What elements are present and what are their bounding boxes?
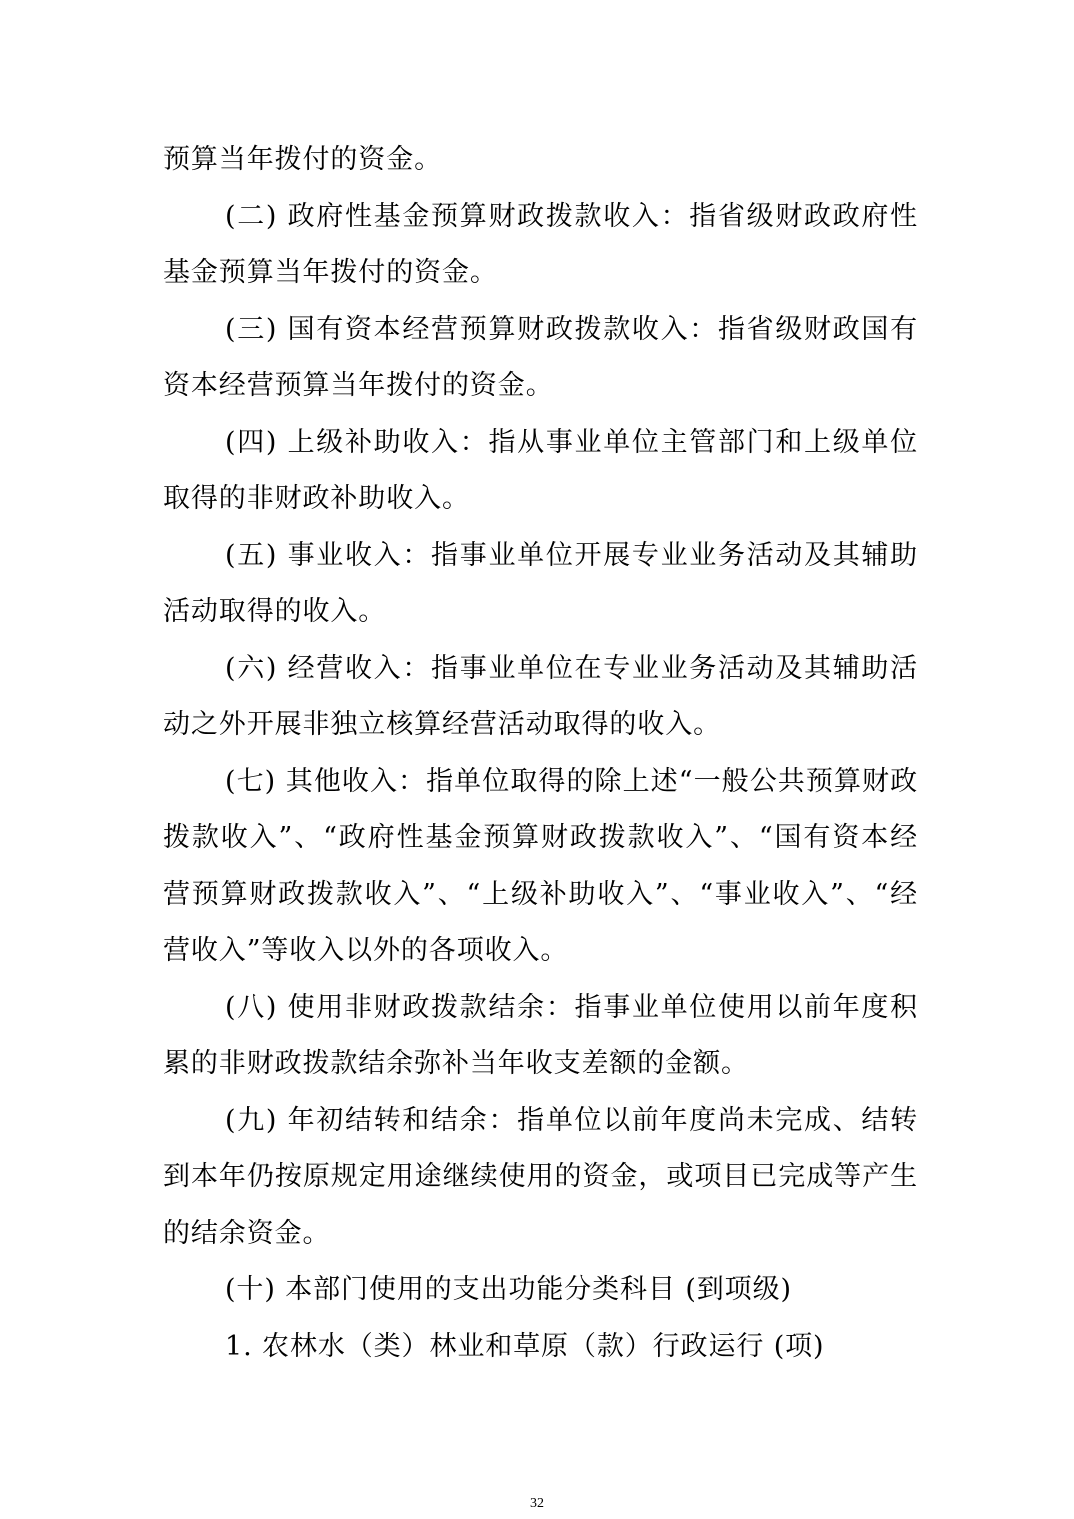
paragraph-superior-subsidy: (四) 上级补助收入：指从事业单位主管部门和上级单位取得的非财政补助收入。: [163, 426, 918, 514]
paragraph-state-capital-budget: (三) 国有资本经营预算财政拨款收入：指省级财政国有资本经营预算当年拨付的资金。: [163, 313, 918, 401]
paragraph-operating-income: (六) 经营收入：指事业单位在专业业务活动及其辅助活动之外开展非独立核算经营活动取得的收入。: [163, 652, 918, 740]
paragraph-business-income: (五) 事业收入：指事业单位开展专业业务活动及其辅助活动取得的收入。: [163, 539, 918, 627]
paragraph-non-fiscal-surplus: (八) 使用非财政拨款结余：指事业单位使用以前年度积累的非财政拨款结余弥补当年收支差额的金额。: [163, 991, 918, 1079]
paragraph-carryover-surplus: (九) 年初结转和结余：指单位以前年度尚未完成、结转到本年仍按原规定用途继续使用的资金，或项目已完成等产生的结余资金。: [163, 1104, 918, 1249]
paragraph-government-fund-budget: (二) 政府性基金预算财政拨款收入：指省级财政政府性基金预算当年拨付的资金。: [163, 200, 918, 288]
page-number: 32: [530, 1496, 544, 1511]
paragraph-expenditure-subjects: (十) 本部门使用的支出功能分类科目 (到项级): [225, 1274, 792, 1305]
paragraph-other-income: (七) 其他收入：指单位取得的除上述“一般公共预算财政拨款收入”、“政府性基金预算财政拨款收入”、“国有资本经营预算财政拨款收入”、“上级补助收入”、“事业收入”、“经营收入”等收入以外的各项收入。: [163, 765, 918, 966]
paragraph-item-1: 1. 农林水（类）林业和草原（款）行政运行 (项): [225, 1330, 825, 1362]
body-text: [163, 132, 918, 1375]
paragraph-continuation: 预算当年拨付的资金。: [163, 144, 442, 175]
